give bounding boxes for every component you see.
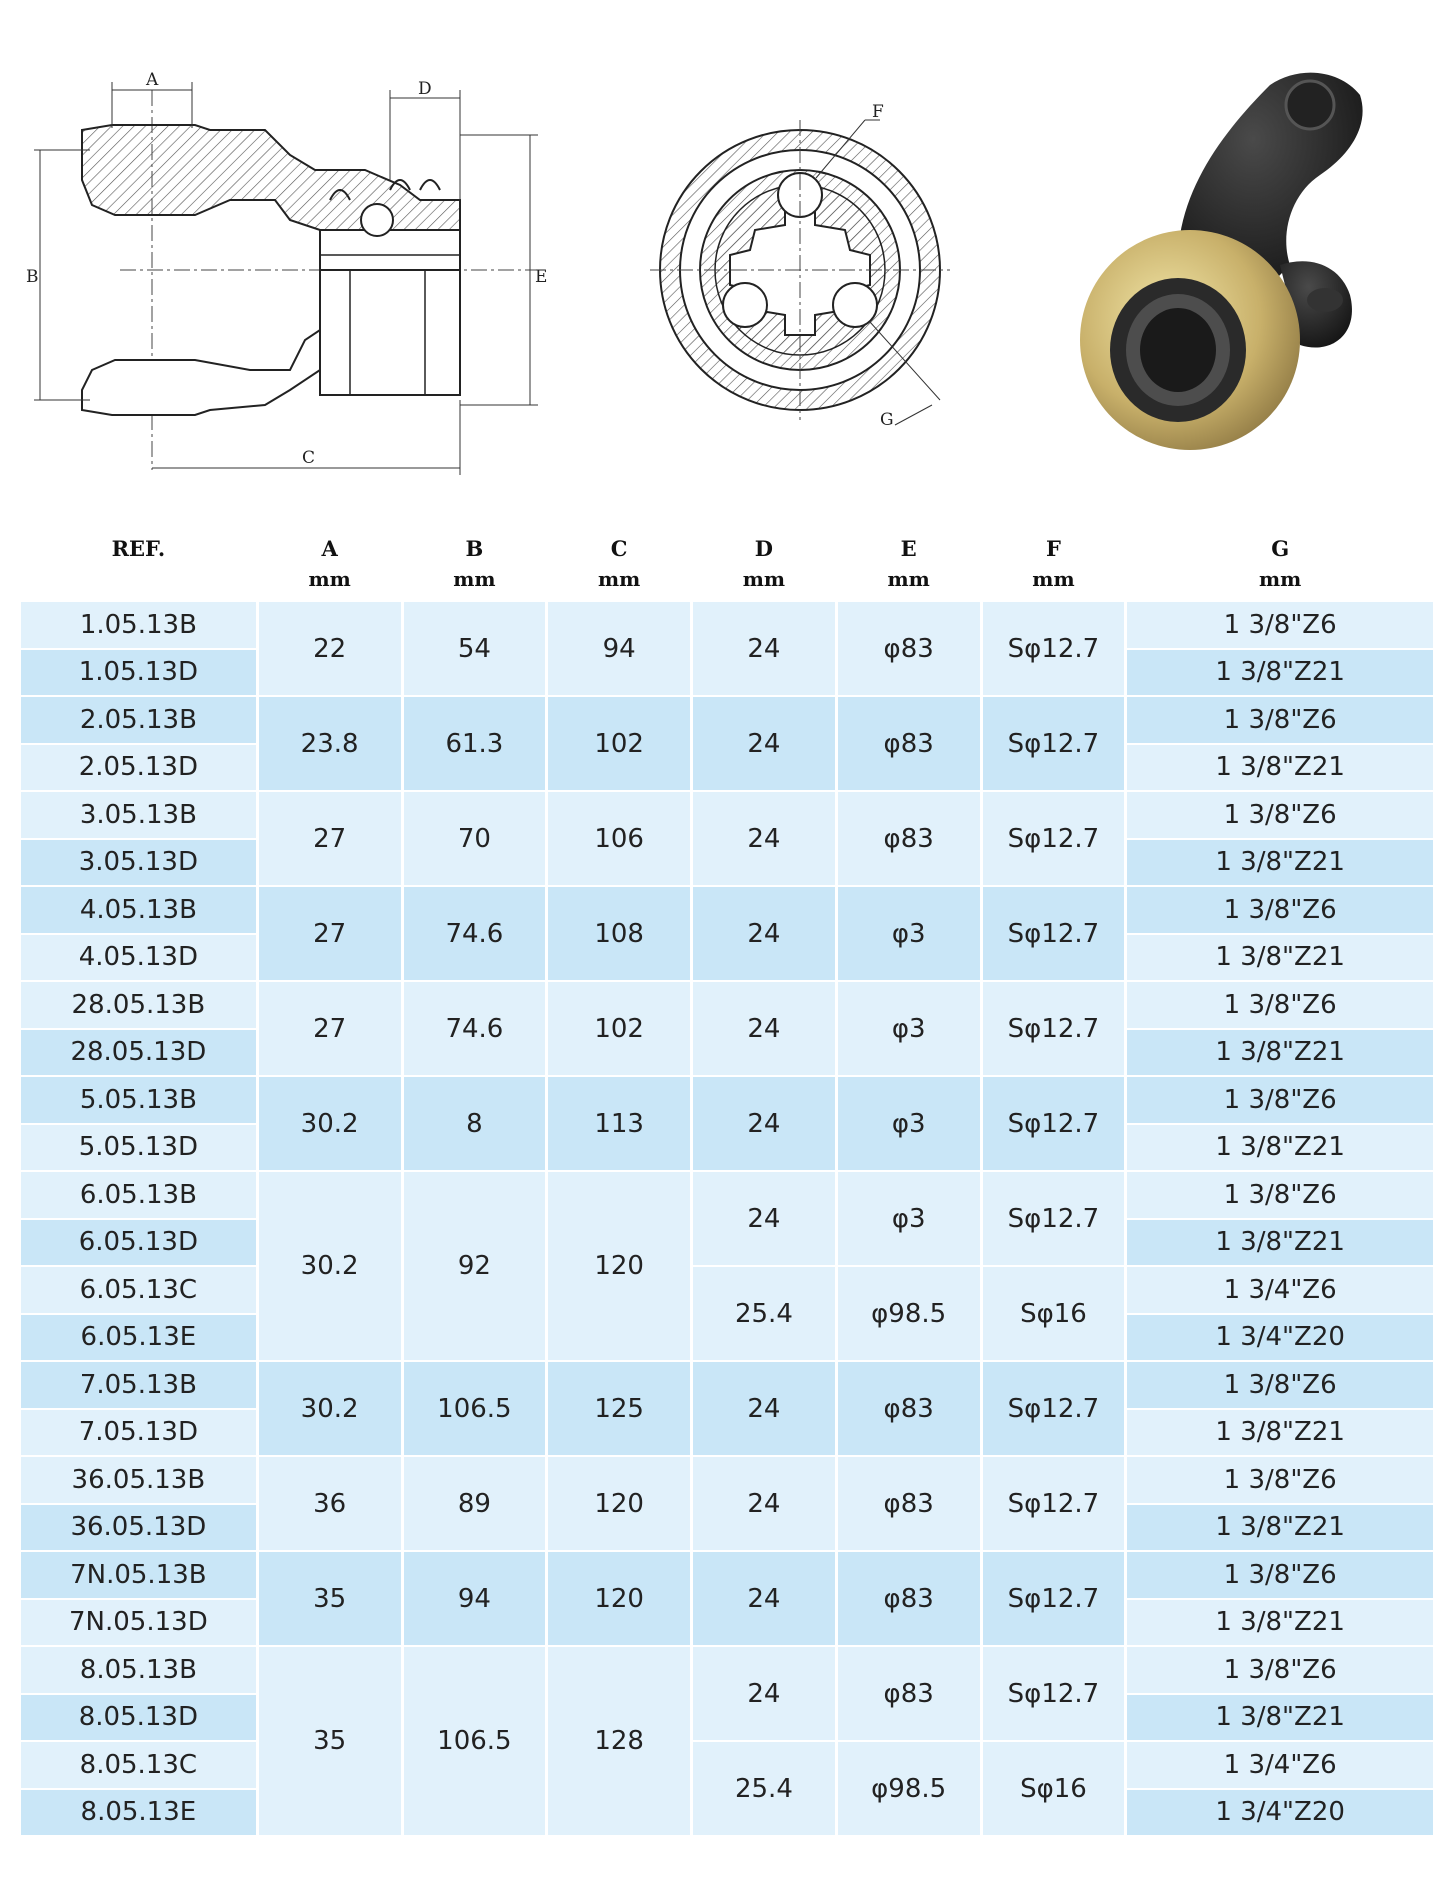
b-cell: 94 — [404, 1552, 546, 1645]
header-f: F mm — [1032, 536, 1075, 591]
table-row — [21, 982, 1433, 1028]
g-cell: 1 3/8"Z6 — [1127, 887, 1433, 933]
ref-cell: 28.05.13D — [21, 1030, 256, 1076]
spec-table-body — [21, 602, 1433, 1835]
ref-cell: 5.05.13B — [21, 1077, 256, 1123]
d-cell: 24 — [693, 792, 835, 885]
c-cell: 113 — [548, 1077, 690, 1170]
ref-cell: 4.05.13D — [21, 935, 256, 981]
b-cell: 106.5 — [404, 1647, 546, 1835]
d-cell: 25.4 — [693, 1742, 835, 1835]
a-cell: 27 — [259, 982, 401, 1075]
a-cell: 30.2 — [259, 1172, 401, 1360]
header-g: G mm — [1259, 536, 1302, 591]
header-e: E mm — [887, 536, 930, 591]
g-cell: 1 3/8"Z6 — [1127, 1647, 1433, 1693]
g-cell: 1 3/8"Z6 — [1127, 982, 1433, 1028]
dim-label-f: F — [872, 102, 884, 122]
front-section-svg — [640, 100, 960, 440]
ref-cell: 8.05.13B — [21, 1647, 256, 1693]
a-cell: 35 — [259, 1647, 401, 1835]
d-cell: 24 — [693, 602, 835, 695]
c-cell: 102 — [548, 697, 690, 790]
table-row — [21, 1647, 1433, 1693]
b-cell: 74.6 — [404, 887, 546, 980]
g-cell: 1 3/4"Z20 — [1127, 1790, 1433, 1836]
header-a: A mm — [308, 536, 351, 591]
d-cell: 24 — [693, 1077, 835, 1170]
g-cell: 1 3/8"Z21 — [1127, 1600, 1433, 1646]
a-cell: 27 — [259, 792, 401, 885]
d-cell: 24 — [693, 1172, 835, 1265]
d-cell: 24 — [693, 1457, 835, 1550]
product-photo-svg — [1060, 65, 1420, 465]
header-c: C mm — [597, 536, 641, 591]
dim-label-e: E — [535, 267, 548, 287]
table-header-row — [21, 520, 1433, 600]
e-cell: φ83 — [838, 1552, 980, 1645]
f-cell: Sφ12.7 — [983, 1077, 1125, 1170]
ref-cell: 7N.05.13B — [21, 1552, 256, 1598]
ref-cell: 8.05.13C — [21, 1742, 256, 1788]
spec-table — [18, 518, 1436, 1837]
g-cell: 1 3/8"Z21 — [1127, 745, 1433, 791]
d-cell: 24 — [693, 1647, 835, 1740]
f-cell: Sφ12.7 — [983, 792, 1125, 885]
dim-label-d: D — [418, 79, 432, 99]
header-ref: REF. — [111, 536, 166, 561]
dim-label-b: B — [26, 267, 39, 287]
g-cell: 1 3/4"Z6 — [1127, 1267, 1433, 1313]
e-cell: φ83 — [838, 1457, 980, 1550]
ref-cell: 5.05.13D — [21, 1125, 256, 1171]
f-cell: Sφ12.7 — [983, 1457, 1125, 1550]
b-cell: 70 — [404, 792, 546, 885]
ref-cell: 1.05.13D — [21, 650, 256, 696]
ref-cell: 36.05.13D — [21, 1505, 256, 1551]
table-row — [21, 1267, 1433, 1313]
e-cell: φ3 — [838, 982, 980, 1075]
g-cell: 1 3/8"Z6 — [1127, 1457, 1433, 1503]
dim-label-g: G — [880, 410, 894, 430]
ref-cell: 36.05.13B — [21, 1457, 256, 1503]
e-cell: φ83 — [838, 1647, 980, 1740]
c-cell: 120 — [548, 1172, 690, 1360]
a-cell: 36 — [259, 1457, 401, 1550]
e-cell: φ3 — [838, 887, 980, 980]
e-cell: φ83 — [838, 602, 980, 695]
f-cell: Sφ12.7 — [983, 697, 1125, 790]
g-cell: 1 3/8"Z21 — [1127, 1505, 1433, 1551]
b-cell: 106.5 — [404, 1362, 546, 1455]
b-cell: 8 — [404, 1077, 546, 1170]
d-cell: 24 — [693, 887, 835, 980]
c-cell: 128 — [548, 1647, 690, 1835]
dim-label-c: C — [302, 448, 316, 468]
g-cell: 1 3/8"Z21 — [1127, 650, 1433, 696]
ref-cell: 3.05.13B — [21, 792, 256, 838]
table-row — [21, 1742, 1433, 1788]
f-cell: Sφ12.7 — [983, 602, 1125, 695]
ref-cell: 8.05.13D — [21, 1695, 256, 1741]
ref-cell: 6.05.13D — [21, 1220, 256, 1266]
g-cell: 1 3/4"Z6 — [1127, 1742, 1433, 1788]
g-cell: 1 3/8"Z6 — [1127, 602, 1433, 648]
ref-cell: 28.05.13B — [21, 982, 256, 1028]
dim-label-a: A — [146, 70, 159, 90]
a-cell: 35 — [259, 1552, 401, 1645]
a-cell: 22 — [259, 602, 401, 695]
g-cell: 1 3/8"Z6 — [1127, 1172, 1433, 1218]
a-cell: 23.8 — [259, 697, 401, 790]
b-cell: 54 — [404, 602, 546, 695]
ref-cell: 6.05.13E — [21, 1315, 256, 1361]
header-b: B mm — [453, 536, 496, 591]
ref-cell: 2.05.13D — [21, 745, 256, 791]
d-cell: 25.4 — [693, 1267, 835, 1360]
e-cell: φ83 — [838, 697, 980, 790]
f-cell: Sφ12.7 — [983, 982, 1125, 1075]
side-section-drawing — [20, 70, 600, 490]
f-cell: Sφ16 — [983, 1742, 1125, 1835]
f-cell: Sφ12.7 — [983, 1172, 1125, 1265]
f-cell: Sφ12.7 — [983, 887, 1125, 980]
g-cell: 1 3/8"Z21 — [1127, 1030, 1433, 1076]
c-cell: 106 — [548, 792, 690, 885]
ref-cell: 8.05.13E — [21, 1790, 256, 1836]
a-cell: 30.2 — [259, 1362, 401, 1455]
g-cell: 1 3/8"Z6 — [1127, 1552, 1433, 1598]
d-cell: 24 — [693, 982, 835, 1075]
c-cell: 125 — [548, 1362, 690, 1455]
table-row — [21, 1172, 1433, 1218]
ref-cell: 4.05.13B — [21, 887, 256, 933]
e-cell: φ83 — [838, 792, 980, 885]
c-cell: 94 — [548, 602, 690, 695]
table-row — [21, 792, 1433, 838]
table-row — [21, 1077, 1433, 1123]
e-cell: φ3 — [838, 1077, 980, 1170]
g-cell: 1 3/8"Z6 — [1127, 697, 1433, 743]
g-cell: 1 3/8"Z6 — [1127, 1077, 1433, 1123]
d-cell: 24 — [693, 1362, 835, 1455]
c-cell: 120 — [548, 1552, 690, 1645]
e-cell: φ3 — [838, 1172, 980, 1265]
ref-cell: 7.05.13B — [21, 1362, 256, 1408]
e-cell: φ98.5 — [838, 1267, 980, 1360]
ref-cell: 7.05.13D — [21, 1410, 256, 1456]
d-cell: 24 — [693, 1552, 835, 1645]
c-cell: 120 — [548, 1457, 690, 1550]
g-cell: 1 3/8"Z21 — [1127, 1125, 1433, 1171]
f-cell: Sφ12.7 — [983, 1362, 1125, 1455]
c-cell: 102 — [548, 982, 690, 1075]
f-cell: Sφ12.7 — [983, 1552, 1125, 1645]
table-row — [21, 1552, 1433, 1598]
g-cell: 1 3/8"Z21 — [1127, 935, 1433, 981]
g-cell: 1 3/8"Z21 — [1127, 1410, 1433, 1456]
b-cell: 74.6 — [404, 982, 546, 1075]
product-photo — [1060, 65, 1420, 465]
g-cell: 1 3/8"Z6 — [1127, 1362, 1433, 1408]
d-cell: 24 — [693, 697, 835, 790]
table-row — [21, 697, 1433, 743]
header-d: D mm — [742, 536, 786, 591]
g-cell: 1 3/4"Z20 — [1127, 1315, 1433, 1361]
front-section-drawing — [640, 100, 960, 440]
g-cell: 1 3/8"Z6 — [1127, 792, 1433, 838]
table-row — [21, 887, 1433, 933]
g-cell: 1 3/8"Z21 — [1127, 840, 1433, 886]
ref-cell: 3.05.13D — [21, 840, 256, 886]
b-cell: 92 — [404, 1172, 546, 1360]
table-row — [21, 1362, 1433, 1408]
f-cell: Sφ16 — [983, 1267, 1125, 1360]
b-cell: 89 — [404, 1457, 546, 1550]
side-section-svg — [20, 70, 600, 490]
g-cell: 1 3/8"Z21 — [1127, 1695, 1433, 1741]
ref-cell: 7N.05.13D — [21, 1600, 256, 1646]
ref-cell: 1.05.13B — [21, 602, 256, 648]
c-cell: 108 — [548, 887, 690, 980]
ref-cell: 6.05.13B — [21, 1172, 256, 1218]
e-cell: φ83 — [838, 1362, 980, 1455]
f-cell: Sφ12.7 — [983, 1647, 1125, 1740]
g-cell: 1 3/8"Z21 — [1127, 1220, 1433, 1266]
ref-cell: 2.05.13B — [21, 697, 256, 743]
table-row — [21, 602, 1433, 648]
a-cell: 27 — [259, 887, 401, 980]
ref-cell: 6.05.13C — [21, 1267, 256, 1313]
b-cell: 61.3 — [404, 697, 546, 790]
e-cell: φ98.5 — [838, 1742, 980, 1835]
table-row — [21, 1457, 1433, 1503]
a-cell: 30.2 — [259, 1077, 401, 1170]
